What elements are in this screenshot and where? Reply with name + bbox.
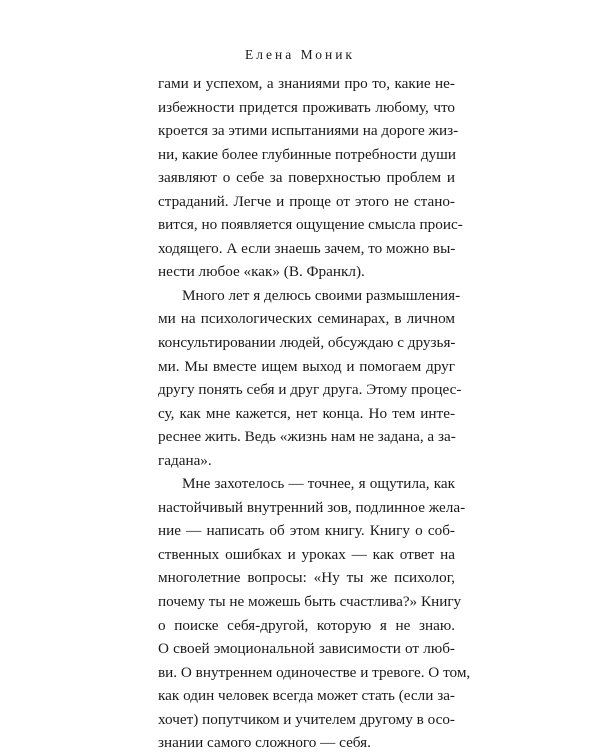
text-line: страданий. Легче и проще от этого не стано- [158,192,455,210]
text-line: ви. О внутреннем одиночестве и тревоге. О том, [158,663,471,681]
text-line: О своей эмоциональной зависимости от люб- [158,640,455,658]
text-line: другу понять себя и друг друга. Этому процес- [158,381,462,399]
text-line: избежности придется проживать любому, что [158,98,455,116]
text-line: ние — написать об этом книгу. Книгу о соб- [158,522,455,540]
paragraph [158,472,471,755]
text-line: Много лет я делюсь своими размышления- [182,286,461,304]
text-line: вится, но появляется ощущение смысла проис- [158,216,463,234]
text-line: нести любое «как» (В. Франкл). [158,263,365,281]
text-line: ми. Мы вместе ищем выход и помогаем друг [158,357,455,375]
text-line: ми на психологических семинарах, в личном [158,310,455,328]
text-line: хочет) попутчиком и учителем другому в осо- [158,710,455,728]
text-line: гами и успехом, а знаниями про то, какие не- [158,75,455,92]
text-line: ни, какие более глубинные потребности души [158,145,456,163]
body-text [158,72,471,755]
text-line: консультировании людей, обсуждаю с друзья- [158,334,456,352]
text-line: настойчивый внутренний зов, подлинное жела- [158,498,466,516]
text-line: знании самого сложного — себя. [158,734,371,752]
text-line: многолетние вопросы: «Ну ты же психолог, [158,569,455,587]
text-line: как один человек всегда может стать (если за- [158,687,455,705]
text-line: реснее жить. Ведь «жизнь нам не задана, а за- [158,428,456,446]
paragraph [158,284,462,472]
text-line: ходящего. А если знаешь зачем, то можно вы- [158,239,456,257]
running-header-author: Елена Моник [245,47,355,62]
text-line: ственных ошибках и уроках — как ответ на [158,545,455,563]
text-line: кроется за этими испытаниями на дороге жиз- [158,122,459,140]
text-line: о поиске себя-другой, которую я не знаю. [158,616,455,634]
text-line: заявляют о себе за поверхностью проблем и [158,169,455,187]
text-line: су, как мне кажется, нет конца. Но тем инте- [158,404,455,422]
text-line: почему ты не можешь быть счастлива?» Книгу [158,593,462,611]
text-line: Мне захотелось — точнее, я ощутила, как [182,475,455,493]
text-line: гадана». [158,451,212,469]
paragraph [158,72,463,284]
